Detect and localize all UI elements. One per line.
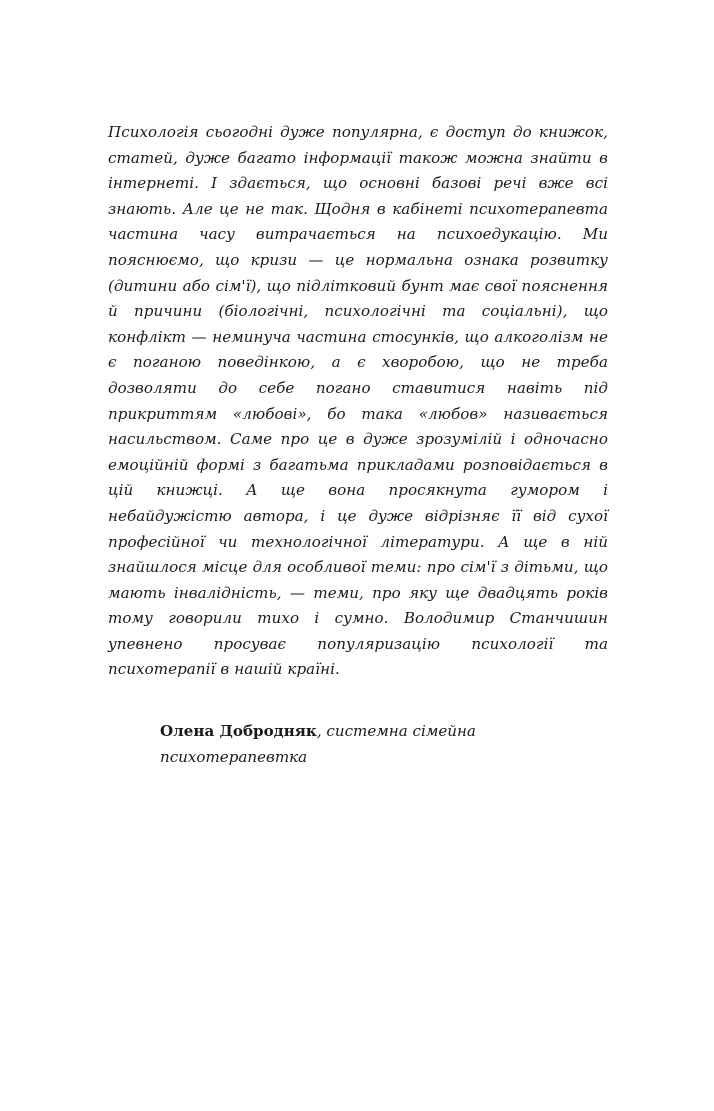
attribution-role: , системна сімейна психотерапевтка: [160, 722, 476, 766]
attribution-author: Олена Добродняк: [160, 722, 317, 741]
foreword-paragraph: Психологія сьогодні дуже популярна, є доступ до книжок, статей, дуже багато інформації також можна знайти в інтернеті. І здається, що основні базові речі вже всі знають. Але це не так. Щодня в кабінеті психотерапевта частина часу витрачається на психоедукацію. Ми пояснюємо, що кризи — це нормальна ознака розвитку (дитини або сім'ї), що підлітковий бунт має свої пояснення й причини (біологічні, психологічні та соціальні), що конфлікт — неминуча частина стосунків, що алкоголізм не є поганою поведінкою, а є хворобою, що не треба дозволяти до себе погано ставитися навіть під прикриттям «любові», бо така «любов» називається насильством. Саме про це в дуже зрозумілій і одночасно емоційній формі з багатьма прикладами розповідається в цій книжці. А ще вона просякнута гумором і небайдужістю автора, і це дуже відрізняє її від сухої професійної чи технологічної літератури. А ще в ній знайшлося місце для особливої теми: про сім'ї з дітьми, що мають інвалідність, — теми, про яку ще двадцять років тому говорили тихо і сумно. Володимир Станчишин упевнено просуває популяризацію психології та психотерапії в нашій країні.: [108, 123, 608, 679]
page-content: [108, 120, 608, 770]
attribution-block: [108, 719, 556, 770]
